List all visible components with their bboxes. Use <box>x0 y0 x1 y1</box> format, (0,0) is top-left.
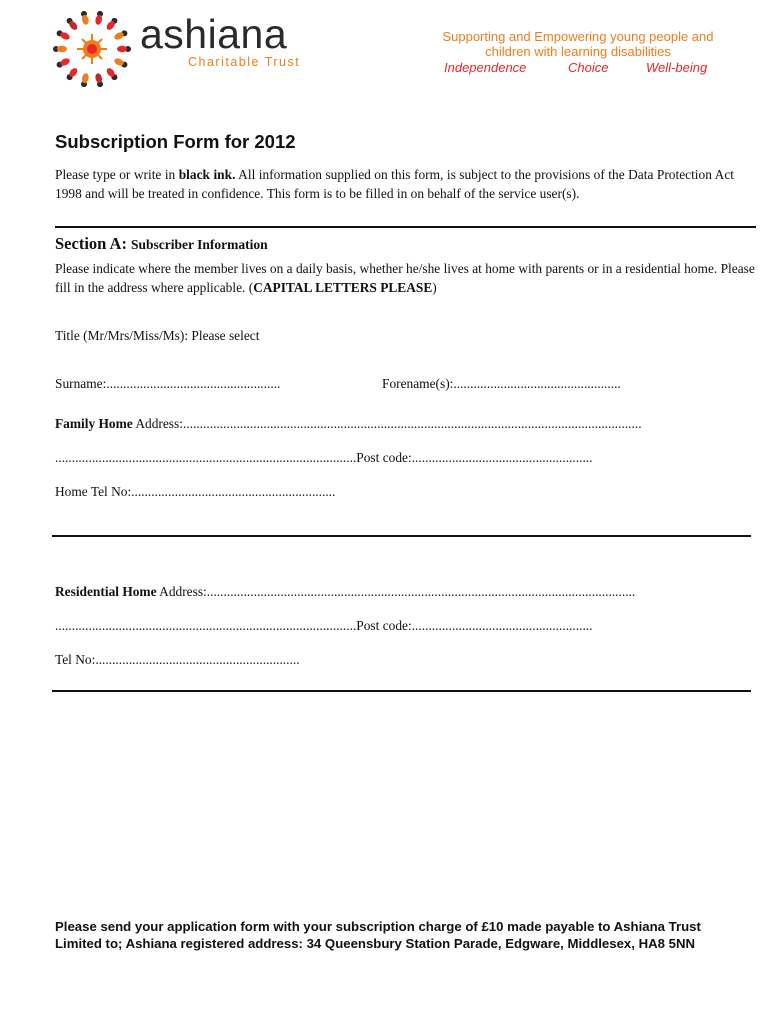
tagline-line1: Supporting and Empowering young people and <box>442 29 714 44</box>
form-title: Subscription Form for 2012 <box>55 131 296 152</box>
section-a-heading: Section A: Subscriber Information <box>55 234 268 253</box>
residential-tel-field[interactable]: Tel No:............................................................. <box>55 652 300 667</box>
forename-field[interactable]: Forename(s):.................................................. <box>382 376 621 391</box>
residential-home-postcode-field[interactable]: ..........................................................................................Post code:...................................................... <box>55 618 593 633</box>
home-tel-field[interactable]: Home Tel No:............................................................. <box>55 484 336 499</box>
footer-instructions: Please send your application form with your subscription charge of £10 made payable to Ashiana Trust Limited to; Ashiana registered address: 34 Queensbury Station Parade, Edgware, Middlesex, HA8 5NN <box>55 919 701 951</box>
logo-figure-body <box>57 46 67 52</box>
brand-name: ashiana <box>140 11 288 57</box>
family-home-address-field[interactable]: Family Home Address:......................................................................................................................................... <box>55 416 642 431</box>
section-a-instructions: Please indicate where the member lives on a daily basis, whether he/she lives at home with parents or in a residential home. Please fill in the address where applicable. (CAPITAL LETTERS PLEASE) <box>55 261 755 295</box>
value-independence: Independence <box>444 60 527 75</box>
intro-paragraph: Please type or write in black ink. All information supplied on this form, is subject to the provisions of the Data Protection Act 1998 and will be treated in confidence. This form is to be filled in on behalf of the service user(s). <box>55 167 734 201</box>
value-choice: Choice <box>568 60 609 75</box>
title-select-field[interactable]: Title (Mr/Mrs/Miss/Ms): Please select <box>55 328 260 343</box>
residential-home-address-field[interactable]: Residential Home Address:................................................................................................................................ <box>55 584 636 599</box>
divider <box>55 226 756 228</box>
divider <box>52 690 751 692</box>
family-home-postcode-field[interactable]: ..........................................................................................Post code:...................................................... <box>55 450 593 465</box>
brand-subtitle: Charitable Trust <box>188 55 301 69</box>
ashiana-logo <box>52 8 132 88</box>
value-wellbeing: Well-being <box>646 60 708 75</box>
divider <box>52 535 751 537</box>
tagline-line2: children with learning disabilities <box>485 44 671 59</box>
surname-field[interactable]: Surname:.................................................... <box>55 376 281 391</box>
logo-figure-body <box>117 46 127 52</box>
